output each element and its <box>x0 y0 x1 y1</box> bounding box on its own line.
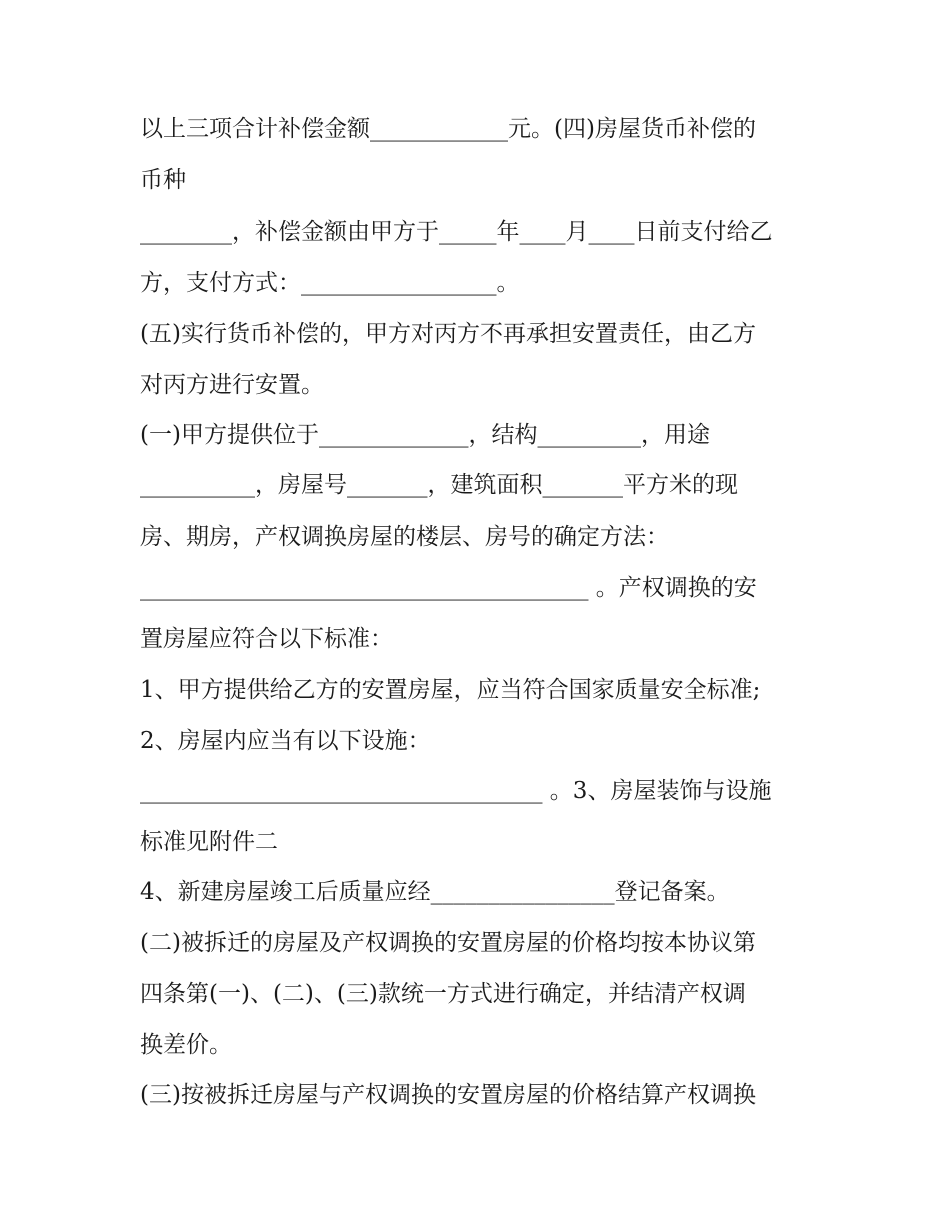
text-line: 置房屋应符合以下标准： <box>140 626 393 652</box>
text-line: 换差价。 <box>140 1032 232 1058</box>
text-line: 币种 <box>140 167 186 193</box>
text-line: (二)被拆迁的房屋及产权调换的安置房屋的价格均按本协议第 <box>140 930 756 956</box>
text-line: 方，支付方式：_________________。 <box>140 270 520 296</box>
text-line: _______________________________________ 。产权调换的安 <box>140 575 757 601</box>
text-line: 4、新建房屋竣工后质量应经________________登记备案。 <box>140 879 730 905</box>
text-line: ________，补偿金额由甲方于_____年____月____日前支付给乙 <box>140 219 773 245</box>
text-line: (三)按被拆迁房屋与产权调换的安置房屋的价格结算产权调换 <box>140 1082 756 1108</box>
text-line: 对丙方进行安置。 <box>140 372 324 398</box>
text-line: 四条第(一)、(二)、(三)款统一方式进行确定，并结清产权调 <box>140 981 746 1007</box>
text-line: (五)实行货币补偿的，甲方对丙方不再承担安置责任，由乙方 <box>140 321 756 347</box>
text-line: 2、房屋内应当有以下设施： <box>140 728 431 754</box>
text-line: 1、甲方提供给乙方的安置房屋，应当符合国家质量安全标准; <box>140 677 761 703</box>
text-line: (一)甲方提供位于_____________，结构_________，用途 <box>140 422 710 448</box>
text-line: __________，房屋号_______，建筑面积_______平方米的现 <box>140 472 738 498</box>
text-line: ___________________________________ 。3、房屋装饰与设施 <box>140 778 772 804</box>
text-line: 房、期房，产权调换房屋的楼层、房号的确定方法： <box>140 524 669 550</box>
text-line: 以上三项合计补偿金额____________元。(四)房屋货币补偿的 <box>140 116 756 142</box>
text-line: 标准见附件二 <box>140 829 278 855</box>
